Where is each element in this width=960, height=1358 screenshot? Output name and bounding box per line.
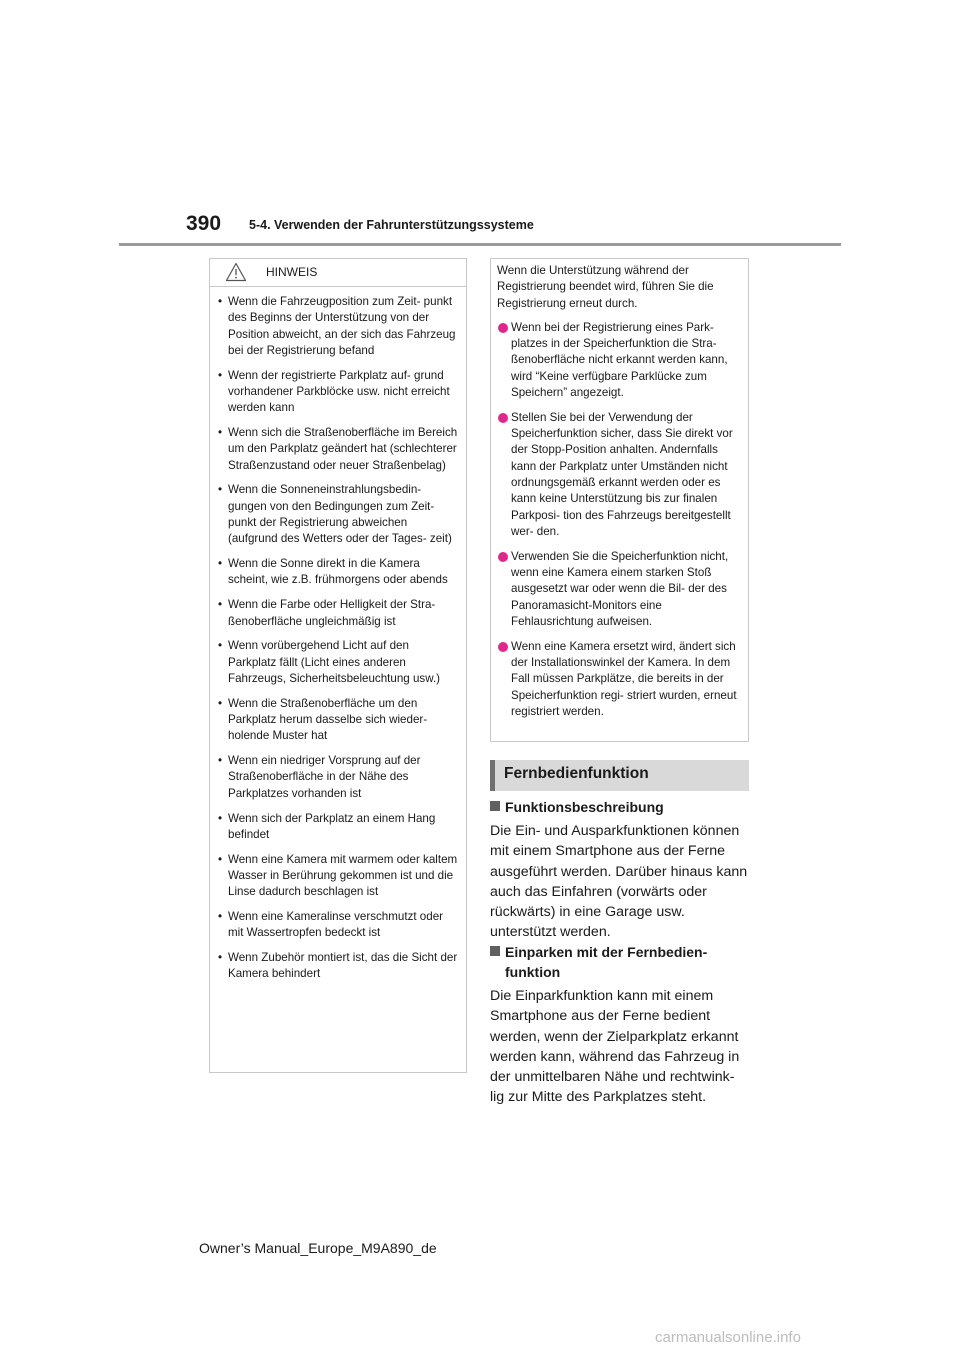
notice-box: [209, 258, 467, 1073]
dot-list-text: Stellen Sie bei der Verwendung der Speicherfunktion sicher, dass Sie direkt vor der Stopp-Position anhalten. Andernfalls kann der Parkplatz unter Umständen nicht ordnungsgemäß erkannt werden oder es kann keine Unterstützung bis zur finalen Parkposi- tion des Fahrzeugs bereitgestellt wer- den.: [511, 410, 733, 538]
dot-list-text: Wenn eine Kamera ersetzt wird, ändert sich der Installationswinkel der Kamera. In dem Fall müssen Parkplätze, die bereits in der Speicherfunktion regi- striert wurden, erneut registriert werden.: [511, 639, 737, 718]
subsection-parking: [490, 942, 752, 1108]
notice-item: • Wenn sich der Parkplatz an einem Hang befindet: [217, 811, 458, 844]
header-rule: [119, 243, 841, 246]
warning-triangle-icon: [225, 262, 247, 287]
notice-item: • Wenn die Fahrzeugposition zum Zeit- punkt des Beginns der Unterstützung von der Position abweicht, an der sich das Fahrzeug bei der Registrierung befand: [217, 294, 458, 359]
notice-item: • Wenn sich die Straßenoberfläche im Bereich um den Parkplatz geändert hat (schlechterer Straßenzustand oder neuer Straßenbelag): [217, 425, 458, 474]
section-heading: Fernbedienfunktion: [504, 765, 649, 782]
dot-list-item: [497, 639, 740, 720]
bullet-dot-icon: [498, 323, 508, 333]
subsection-title: Funktionsbeschreibung: [490, 797, 752, 817]
section-title: 5-4. Verwenden der Fahrunterstützungssysteme: [249, 218, 534, 232]
notice-item: • Wenn eine Kamera mit warmem oder kaltem Wasser in Berührung gekommen ist und die Linse dadurch beschlagen ist: [217, 852, 458, 901]
bullet-dot-icon: [498, 552, 508, 562]
square-bullet-icon: [490, 801, 500, 811]
notice-item: • Wenn vorübergehend Licht auf den Parkplatz fällt (Licht eines anderen Fahrzeugs, Sicherheitsbeleuchtung usw.): [217, 638, 458, 687]
dot-list: [497, 320, 740, 720]
subsection-text: Die Einparkfunktion kann mit einem Smartphone aus der Ferne bedient werden, wenn der Zielparkplatz erkannt werden kann, während das Fahrzeug in der unmittelbaren Nähe und rechtwink- lig zur Mitte des Parkplatzes steht.: [490, 988, 740, 1106]
dot-list-item: [497, 320, 740, 401]
notice-item: • Wenn der registrierte Parkplatz auf- grund vorhandener Parkblöcke usw. nicht erreicht werden kann: [217, 368, 458, 417]
notice-item: • Wenn die Sonne direkt in die Kamera scheint, wie z.B. frühmorgens oder abends: [217, 556, 458, 589]
page-number: 390: [186, 212, 222, 235]
continued-notice-box: [490, 258, 749, 742]
bullet-dot-icon: [498, 642, 508, 652]
section-heading-bar: [490, 760, 749, 791]
notice-item: • Wenn die Farbe oder Helligkeit der Stra- ßenoberfläche ungleichmäßig ist: [217, 597, 458, 630]
subsection-functions: [490, 797, 752, 943]
subsection-title: Einparken mit der Fernbedien- funktion: [490, 942, 737, 982]
notice-item: • Wenn ein niedriger Vorsprung auf der Straßenoberfläche in der Nähe des Parkplatzes vorhanden ist: [217, 753, 458, 802]
notice-item: • Wenn die Straßenoberfläche um den Parkplatz herum dasselbe sich wieder- holende Muster hat: [217, 696, 458, 745]
notice-item: • Wenn die Sonneneinstrahlungsbedin- gungen von den Bedingungen zum Zeit- punkt der Registrierung abweichen (aufgrund des Wetters oder der Tages- zeit): [217, 482, 458, 547]
notice-label: HINWEIS: [266, 265, 318, 279]
continued-intro: Wenn die Unterstützung während der Registrierung beendet wird, führen Sie die Registrierung erneut durch.: [497, 264, 714, 310]
dot-list-text: Wenn bei der Registrierung eines Park- platzes in der Speicherfunktion die Stra- ßenoberfläche nicht erkannt werden kann, wird “Keine verfügbare Parklücke zum Speichern” angezeigt.: [511, 320, 728, 400]
bullet-dot-icon: [498, 413, 508, 423]
subsection-text: Die Ein- und Ausparkfunktionen können mit einem Smartphone aus der Ferne ausgeführt werden. Darüber hinaus kann auch das Einfahren (vorwärts oder rückwärts) in eine Garage usw. unterstützt werden.: [490, 823, 748, 941]
footer-text: Owner’s Manual_Europe_M9A890_de: [199, 1240, 437, 1256]
notice-item: • Wenn Zubehör montiert ist, das die Sicht der Kamera behindert: [217, 950, 458, 983]
dot-list-item: [497, 410, 740, 540]
watermark: carmanualsonline.info: [655, 1329, 801, 1346]
square-bullet-icon: [490, 946, 500, 956]
notice-item: • Wenn eine Kameralinse verschmutzt oder mit Wassertropfen bedeckt ist: [217, 909, 458, 942]
notice-list: [210, 287, 466, 983]
dot-list-text: Verwenden Sie die Speicherfunktion nicht, wenn eine Kamera einem starken Stoß ausgesetzt war oder wenn die Bil- der des Panoramasicht-Monitors eine Fehlausrichtung aufweisen.: [511, 549, 729, 628]
notice-header: [210, 259, 466, 287]
dot-list-item: [497, 549, 740, 630]
